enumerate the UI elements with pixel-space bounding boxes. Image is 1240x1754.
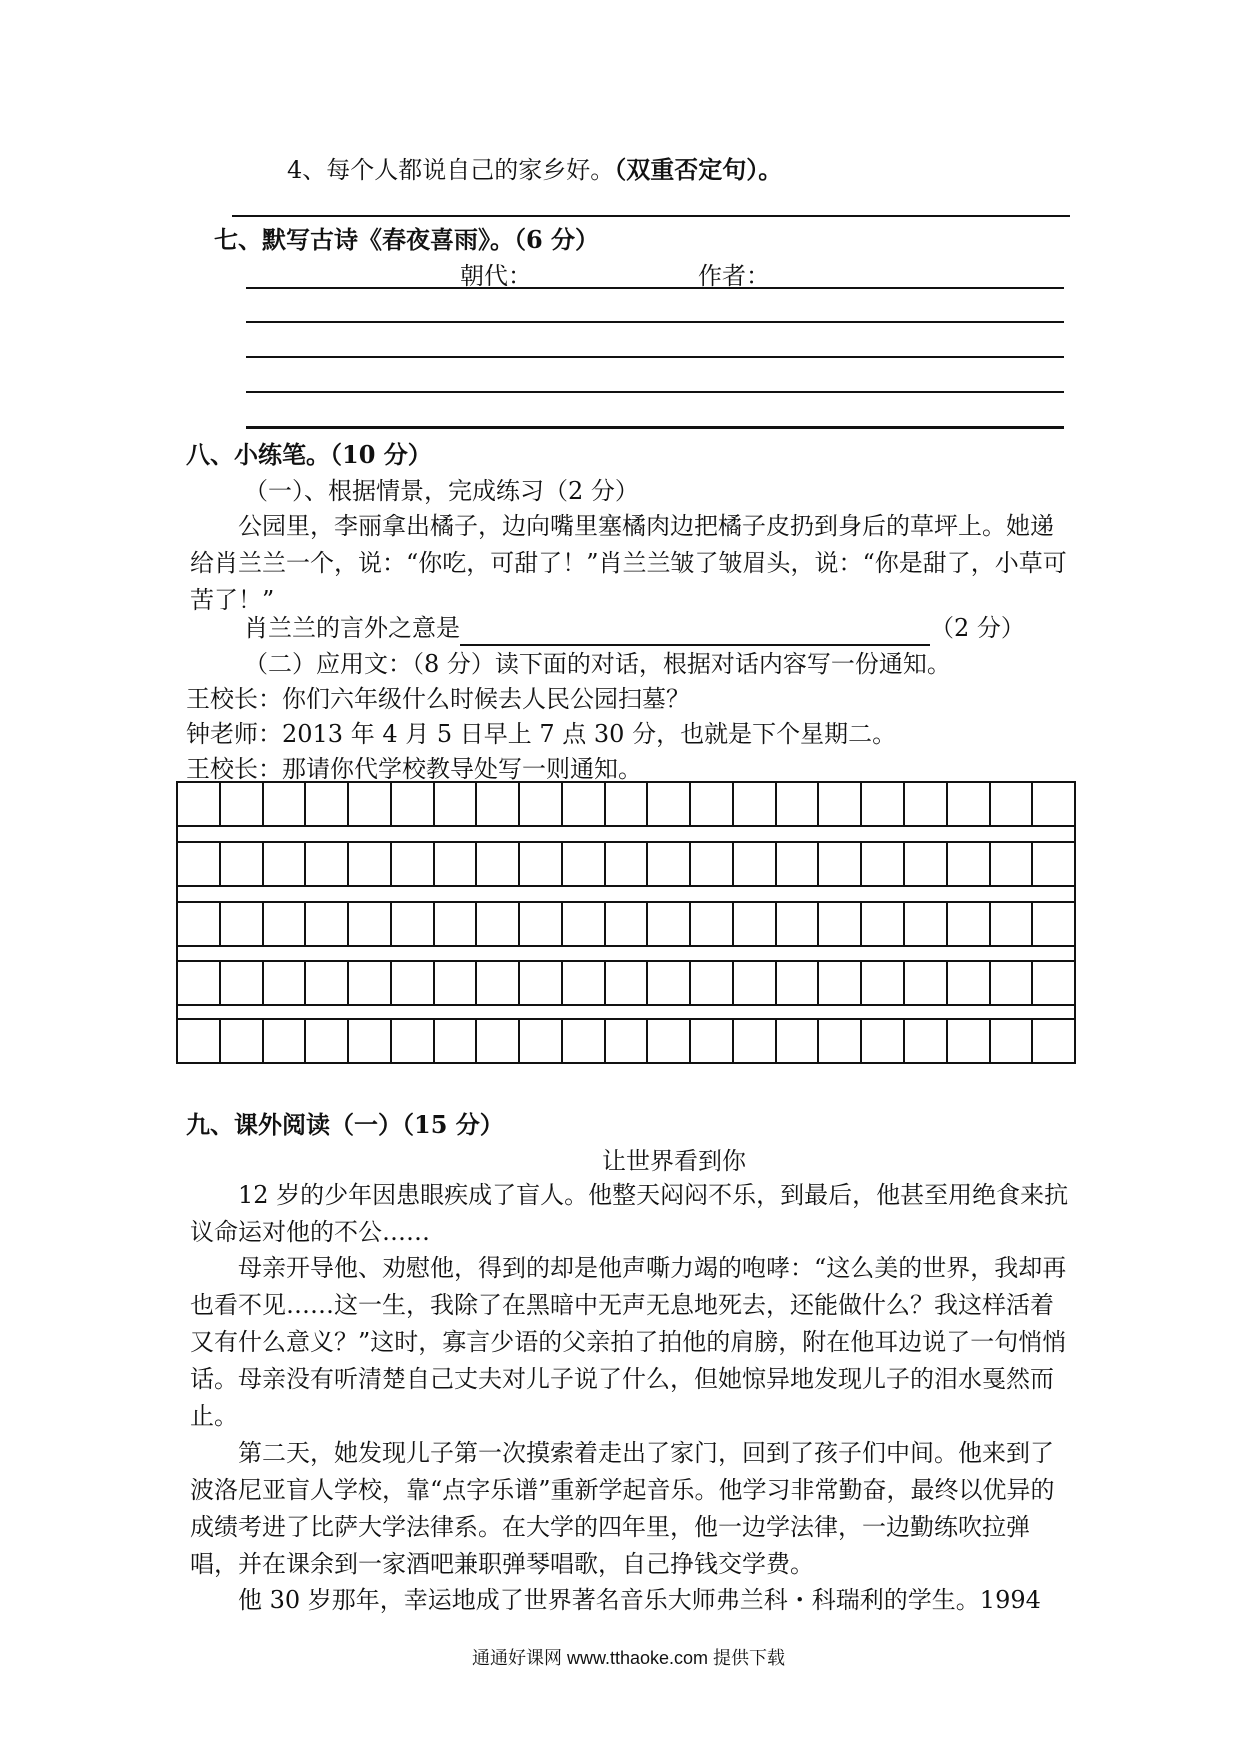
grid-cell[interactable]: [435, 903, 478, 945]
grid-cell[interactable]: [221, 783, 264, 825]
grid-cell[interactable]: [734, 962, 777, 1004]
grid-cell[interactable]: [435, 962, 478, 1004]
grid-cell[interactable]: [349, 843, 392, 885]
grid-cell[interactable]: [520, 1020, 563, 1062]
grid-cell[interactable]: [1033, 962, 1074, 1004]
grid-cell[interactable]: [734, 843, 777, 885]
part2-title: （二）应用文：（8 分）读下面的对话，根据对话内容写一份通知。: [244, 650, 951, 678]
grid-cell[interactable]: [306, 1020, 349, 1062]
grid-row[interactable]: [176, 1018, 1076, 1064]
grid-cell[interactable]: [691, 843, 734, 885]
grid-cell[interactable]: [991, 843, 1034, 885]
grid-cell[interactable]: [349, 783, 392, 825]
grid-cell[interactable]: [948, 903, 991, 945]
grid-separator: [176, 947, 1076, 961]
dialogue-line-1: 王校长：你们六年级什么时候去人民公园扫墓？: [186, 685, 690, 713]
grid-row[interactable]: [176, 960, 1076, 1006]
grid-row[interactable]: [176, 841, 1076, 887]
grid-cell[interactable]: [306, 783, 349, 825]
grid-cell[interactable]: [948, 962, 991, 1004]
poem-line: [246, 356, 1064, 358]
grid-cell[interactable]: [905, 783, 948, 825]
poem-line: [246, 391, 1064, 393]
grid-cell[interactable]: [819, 903, 862, 945]
grid-cell[interactable]: [1033, 783, 1074, 825]
part1-question-text: 肖兰兰的言外之意是: [244, 614, 460, 642]
grid-cell[interactable]: [777, 843, 820, 885]
grid-cell[interactable]: [563, 903, 606, 945]
grid-cell[interactable]: [221, 843, 264, 885]
grid-cell[interactable]: [606, 783, 649, 825]
grid-cell[interactable]: [178, 903, 221, 945]
grid-cell[interactable]: [1033, 1020, 1074, 1062]
grid-row[interactable]: [176, 901, 1076, 947]
grid-cell[interactable]: [435, 1020, 478, 1062]
grid-cell[interactable]: [306, 962, 349, 1004]
grid-cell[interactable]: [477, 843, 520, 885]
grid-cell[interactable]: [349, 903, 392, 945]
grid-cell[interactable]: [606, 1020, 649, 1062]
grid-cell[interactable]: [349, 1020, 392, 1062]
grid-cell[interactable]: [520, 843, 563, 885]
grid-cell[interactable]: [734, 783, 777, 825]
grid-cell[interactable]: [777, 962, 820, 1004]
grid-cell[interactable]: [477, 783, 520, 825]
grid-cell[interactable]: [178, 783, 221, 825]
part1-question: [244, 610, 1025, 646]
grid-cell[interactable]: [178, 962, 221, 1004]
grid-separator: [176, 827, 1076, 841]
grid-cell[interactable]: [691, 783, 734, 825]
grid-row[interactable]: [176, 781, 1076, 827]
grid-cell[interactable]: [1033, 843, 1074, 885]
grid-cell[interactable]: [905, 1020, 948, 1062]
grid-cell[interactable]: [520, 783, 563, 825]
q6-item4: [287, 152, 782, 188]
grid-cell[interactable]: [606, 962, 649, 1004]
grid-cell[interactable]: [991, 783, 1034, 825]
q6-item4-hint: （双重否定句）。: [614, 155, 783, 184]
grid-cell[interactable]: [264, 843, 307, 885]
grid-cell[interactable]: [777, 783, 820, 825]
grid-separator: [176, 887, 1076, 901]
grid-cell[interactable]: [862, 843, 905, 885]
grid-cell[interactable]: [435, 843, 478, 885]
grid-cell[interactable]: [221, 903, 264, 945]
grid-cell[interactable]: [862, 1020, 905, 1062]
grid-cell[interactable]: [306, 903, 349, 945]
section8-heading: 八、小练笔。（10 分）: [186, 440, 432, 469]
grid-cell[interactable]: [306, 843, 349, 885]
grid-cell[interactable]: [563, 783, 606, 825]
grid-cell[interactable]: [264, 903, 307, 945]
story-paragraph-1: 12 岁的少年因患眼疾成了盲人。他整天闷闷不乐，到最后，他甚至用绝食来抗议命运对他的不公……: [190, 1181, 1069, 1246]
grid-cell[interactable]: [819, 843, 862, 885]
grid-cell[interactable]: [477, 962, 520, 1004]
grid-cell[interactable]: [819, 783, 862, 825]
footer-source: 通通好课网 www.tthaoke.com 提供下载: [472, 1648, 786, 1668]
grid-cell[interactable]: [392, 843, 435, 885]
grid-cell[interactable]: [991, 903, 1034, 945]
grid-cell[interactable]: [648, 1020, 691, 1062]
grid-cell[interactable]: [520, 962, 563, 1004]
grid-cell[interactable]: [948, 1020, 991, 1062]
grid-cell[interactable]: [563, 843, 606, 885]
grid-cell[interactable]: [435, 783, 478, 825]
grid-cell[interactable]: [648, 783, 691, 825]
grid-cell[interactable]: [477, 1020, 520, 1062]
grid-cell[interactable]: [349, 962, 392, 1004]
grid-cell[interactable]: [648, 903, 691, 945]
grid-cell[interactable]: [606, 903, 649, 945]
grid-cell[interactable]: [606, 843, 649, 885]
grid-cell[interactable]: [264, 783, 307, 825]
grid-cell[interactable]: [819, 1020, 862, 1062]
grid-cell[interactable]: [392, 783, 435, 825]
answer-blank[interactable]: [460, 618, 930, 646]
grid-cell[interactable]: [392, 962, 435, 1004]
grid-cell[interactable]: [477, 903, 520, 945]
dialogue-line-2: 钟老师：2013 年 4 月 5 日早上 7 点 30 分，也就是下个星期二。: [186, 720, 897, 748]
grid-cell[interactable]: [691, 903, 734, 945]
grid-cell[interactable]: [392, 1020, 435, 1062]
poem-line: [246, 426, 1064, 429]
grid-cell[interactable]: [691, 962, 734, 1004]
grid-cell[interactable]: [392, 903, 435, 945]
dialogue-line-3: 王校长：那请你代学校教导处写一则通知。: [186, 755, 642, 783]
section9-heading: 九、课外阅读（一）（15 分）: [186, 1110, 504, 1139]
grid-cell[interactable]: [563, 1020, 606, 1062]
story-paragraph-2: 母亲开导他、劝慰他，得到的却是他声嘶力竭的咆哮：“这么美的世界，我却再也看不见……这一生，我除了在黑暗中无声无息地死去，还能做什么？我这样活着又有什么意义？”这时，寡言少语的父亲拍了拍他的肩膀，附在他耳边说了一句悄悄话。母亲没有听清楚自己丈夫对儿子说了什么，但她惊异地发现儿子的泪水戛然而止。: [190, 1254, 1067, 1430]
grid-cell[interactable]: [905, 903, 948, 945]
poem-line: [246, 321, 1064, 323]
answer-line: [232, 215, 1070, 217]
grid-cell[interactable]: [862, 962, 905, 1004]
part1-score: （2 分）: [930, 614, 1025, 642]
grid-cell[interactable]: [734, 1020, 777, 1062]
grid-cell[interactable]: [991, 1020, 1034, 1062]
grid-cell[interactable]: [734, 903, 777, 945]
story-paragraph-3: 第二天，她发现儿子第一次摸索着走出了家门，回到了孩子们中间。他来到了波洛尼亚盲人学校，靠“点字乐谱”重新学起音乐。他学习非常勤奋，最终以优异的成绩考进了比萨大学法律系。在大学的四年里，他一边学法律，一边勤练吹拉弹唱，并在课余到一家酒吧兼职弹琴唱歌，自己挣钱交学费。: [190, 1439, 1055, 1578]
grid-cell[interactable]: [991, 962, 1034, 1004]
story-title: 让世界看到你: [602, 1147, 746, 1175]
story-paragraph-4: 他 30 岁那年，幸运地成了世界著名音乐大师弗兰科・科瑞利的学生。1994: [238, 1586, 1041, 1614]
grid-cell[interactable]: [648, 843, 691, 885]
grid-cell[interactable]: [691, 1020, 734, 1062]
grid-cell[interactable]: [905, 962, 948, 1004]
grid-cell[interactable]: [862, 903, 905, 945]
section7-heading: 七、默写古诗《春夜喜雨》。（6 分）: [214, 225, 600, 254]
part1-passage: 公园里，李丽拿出橘子，边向嘴里塞橘肉边把橘子皮扔到身后的草坪上。她递给肖兰兰一个，说：“你吃，可甜了！”肖兰兰皱了皱眉头，说：“你是甜了，小草可苦了！”: [190, 512, 1067, 614]
author-label: 作者：: [698, 262, 770, 290]
grid-cell[interactable]: [862, 783, 905, 825]
part1-title: （一）、根据情景，完成练习（2 分）: [244, 477, 639, 505]
q6-item4-text: 4、每个人都说自己的家乡好。: [287, 156, 615, 184]
grid-cell[interactable]: [178, 1020, 221, 1062]
grid-cell[interactable]: [1033, 903, 1074, 945]
grid-cell[interactable]: [178, 843, 221, 885]
grid-cell[interactable]: [221, 1020, 264, 1062]
grid-cell[interactable]: [563, 962, 606, 1004]
grid-cell[interactable]: [264, 962, 307, 1004]
grid-cell[interactable]: [264, 1020, 307, 1062]
grid-cell[interactable]: [948, 843, 991, 885]
grid-cell[interactable]: [777, 903, 820, 945]
poem-line: [246, 287, 1064, 289]
grid-cell[interactable]: [905, 843, 948, 885]
grid-cell[interactable]: [819, 962, 862, 1004]
grid-cell[interactable]: [520, 903, 563, 945]
grid-cell[interactable]: [221, 962, 264, 1004]
grid-cell[interactable]: [777, 1020, 820, 1062]
dynasty-label: 朝代：: [460, 262, 532, 290]
grid-cell[interactable]: [648, 962, 691, 1004]
grid-cell[interactable]: [948, 783, 991, 825]
